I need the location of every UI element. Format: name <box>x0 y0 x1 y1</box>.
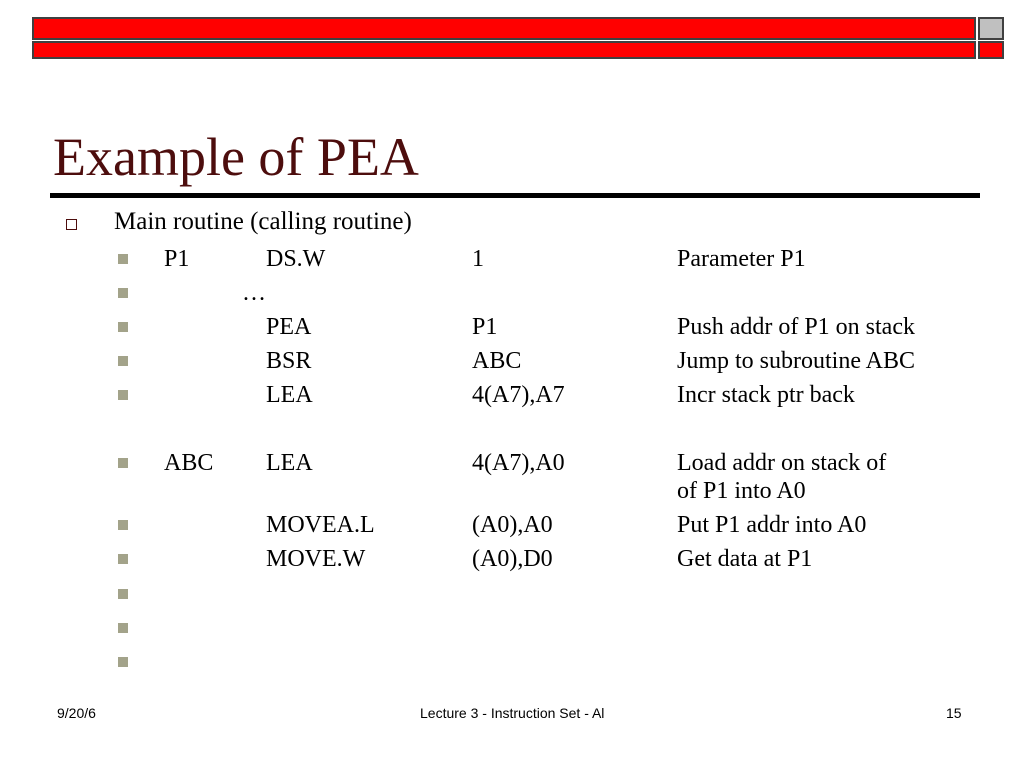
top-decor-square <box>978 17 1004 40</box>
code-row-empty <box>0 614 1024 642</box>
code-row <box>0 245 1024 273</box>
code-comment: Parameter P1 <box>677 246 806 272</box>
code-operand: 4(A7),A0 <box>472 450 565 476</box>
code-opcode: BSR <box>266 348 312 374</box>
main-bullet-text: Main routine (calling routine) <box>114 208 412 235</box>
code-operand: (A0),A0 <box>472 512 553 538</box>
code-row-empty <box>0 580 1024 608</box>
footer-page-number: 15 <box>946 705 962 721</box>
code-opcode: LEA <box>266 450 313 476</box>
code-operand: 1 <box>472 246 484 272</box>
code-row <box>0 449 1024 477</box>
square-bullet-icon <box>118 589 128 599</box>
square-bullet-icon <box>118 288 128 298</box>
code-row <box>0 279 1024 307</box>
square-bullet-icon <box>118 356 128 366</box>
top-decor-bar <box>32 17 976 40</box>
code-ellipsis: … <box>242 280 266 306</box>
title-underline <box>50 193 980 198</box>
square-bullet-icon <box>118 520 128 530</box>
code-opcode: LEA <box>266 382 313 408</box>
code-label: P1 <box>164 246 190 272</box>
code-row <box>0 347 1024 375</box>
code-row <box>0 545 1024 573</box>
code-comment: Jump to subroutine ABC <box>677 348 916 374</box>
code-opcode: PEA <box>266 314 312 340</box>
code-row <box>0 381 1024 409</box>
code-opcode: MOVE.W <box>266 546 366 572</box>
top-decor-bar-lower <box>32 41 976 59</box>
code-opcode: MOVEA.L <box>266 512 375 538</box>
code-operand: (A0),D0 <box>472 546 553 572</box>
square-bullet-icon <box>118 623 128 633</box>
code-operand: P1 <box>472 314 498 340</box>
code-opcode: DS.W <box>266 246 326 272</box>
code-comment: Put P1 addr into A0 <box>677 512 867 538</box>
footer-title: Lecture 3 - Instruction Set - Al <box>420 705 605 721</box>
code-row-empty <box>0 648 1024 676</box>
square-bullet-icon <box>118 458 128 468</box>
code-comment-continuation: of P1 into A0 <box>677 478 806 504</box>
square-bullet-icon <box>118 657 128 667</box>
code-operand: 4(A7),A7 <box>472 382 565 408</box>
square-bullet-icon <box>118 254 128 264</box>
footer-date: 9/20/6 <box>57 705 96 721</box>
square-bullet-icon <box>118 554 128 564</box>
top-decor-square-lower <box>978 41 1004 59</box>
square-bullet-icon <box>118 322 128 332</box>
square-bullet-icon <box>118 390 128 400</box>
code-comment: Load addr on stack of <box>677 450 887 476</box>
hollow-square-bullet-icon <box>66 219 77 230</box>
slide-title: Example of PEA <box>53 127 419 187</box>
code-comment: Incr stack ptr back <box>677 382 855 408</box>
code-operand: ABC <box>472 348 522 374</box>
code-label: ABC <box>164 450 214 476</box>
code-row <box>0 511 1024 539</box>
code-comment: Push addr of P1 on stack <box>677 314 915 340</box>
code-row <box>0 313 1024 341</box>
code-comment: Get data at P1 <box>677 546 813 572</box>
